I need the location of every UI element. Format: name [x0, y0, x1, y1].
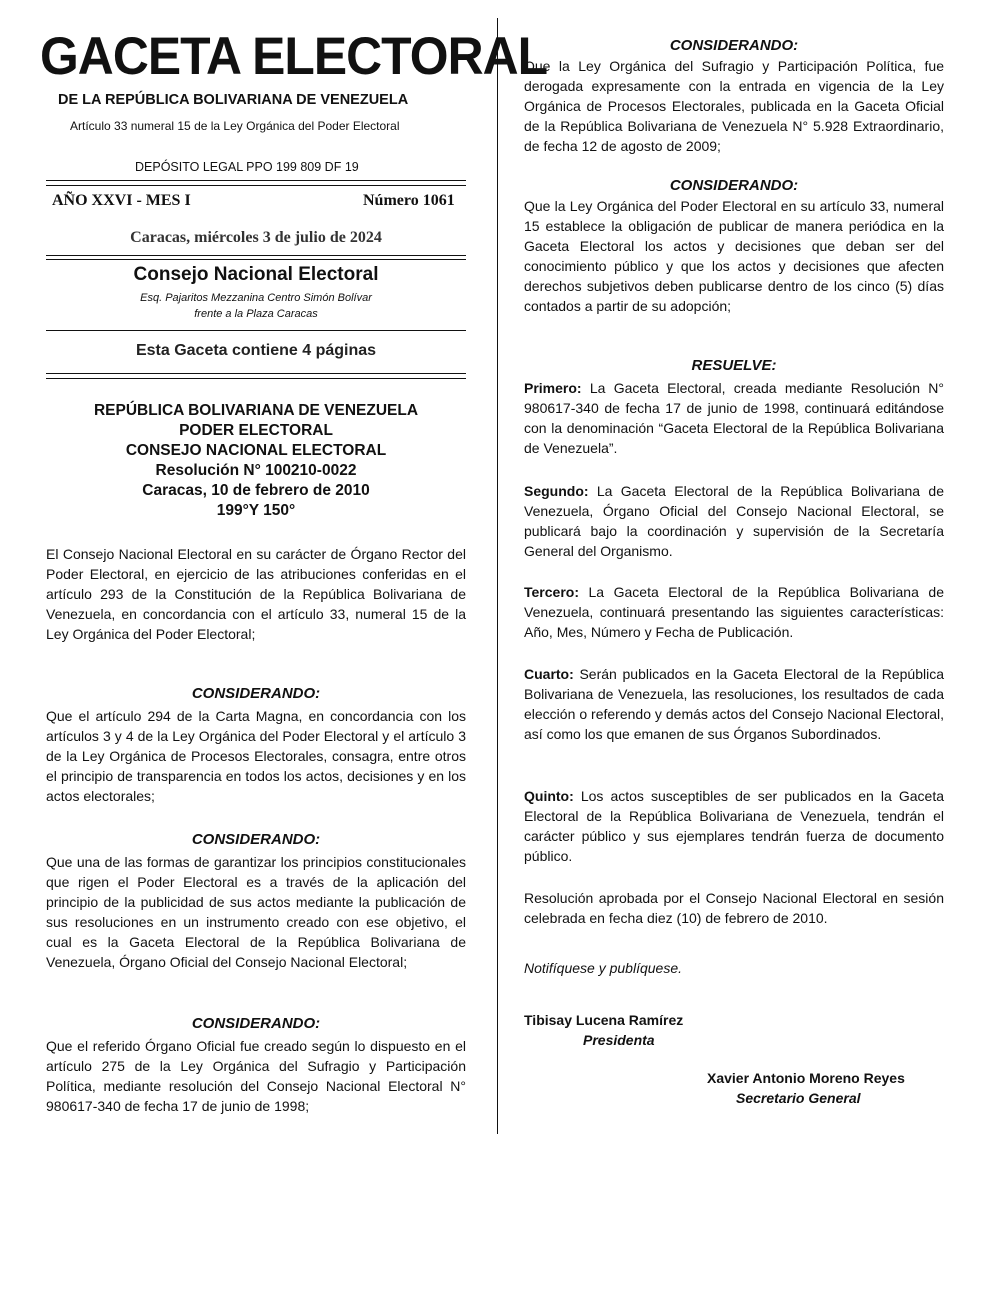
- president-name: Tibisay Lucena Ramírez: [524, 1012, 684, 1028]
- article-label: Primero:: [524, 380, 582, 396]
- considerando-paragraph: Que una de las formas de garantizar los principios constitucionales que rigen el Poder Electoral es a través de la aplicación del principio de la publicidad de sus actos mediante la publicación de sus resoluciones en un instrumento creado con ese objetivo, el cual es la Gaceta Electoral de la República Bolivariana de Venezuela, Órgano Oficial del Consejo Nacional Electoral;: [46, 854, 466, 970]
- intro-paragraph: El Consejo Nacional Electoral en su carácter de Órgano Rector del Poder Electoral, en ejercicio de las atribuciones conferidas en el artículo 293 de la Constitución de la República Bolivariana de Venezuela, en concordancia con el artículo 33, numeral 15 de la Ley Orgánica del Poder Electoral;: [46, 546, 466, 642]
- article-label: Quinto:: [524, 788, 574, 804]
- notify-note: Notifíquese y publíquese.: [524, 960, 682, 976]
- considerando-heading: CONSIDERANDO:: [669, 177, 799, 194]
- gazette-title: GACETA ELECTORAL: [40, 27, 548, 86]
- secretary-title: Secretario General: [736, 1090, 861, 1106]
- article-label: Cuarto:: [524, 666, 574, 682]
- considerando-heading: CONSIDERANDO:: [191, 831, 321, 848]
- article-quinto: [524, 786, 944, 866]
- resolution-number: Resolución N° 100210-0022: [155, 462, 357, 479]
- considerando-paragraph: Que la Ley Orgánica del Poder Electoral en su artículo 33, numeral 15 establece la obligación de publicar de manera periódica en la Gaceta Electoral los actos y decisiones que deban ser del conocimiento público y que los actos y decisiones que afecten derechos subjetivos deben publicarse dentro de los cinco (5) días contados a partir de su adopción;: [524, 198, 944, 314]
- publisher-name: Consejo Nacional Electoral: [133, 264, 379, 285]
- divider: [46, 180, 466, 181]
- article-text: La Gaceta Electoral de la República Bolivariana de Venezuela, Órgano Oficial del Consejo Nacional Electoral, se publicará bajo la coordinación y supervisión de la Secretaría General del Organismo.: [524, 483, 944, 559]
- considerando-heading: CONSIDERANDO:: [669, 37, 799, 54]
- column-divider: [497, 18, 498, 1134]
- article-label: Segundo:: [524, 483, 589, 499]
- header-line: REPÚBLICA BOLIVARIANA DE VENEZUELA: [93, 402, 419, 419]
- secretary-name: Xavier Antonio Moreno Reyes: [707, 1070, 905, 1086]
- header-line: CONSEJO NACIONAL ELECTORAL: [125, 442, 387, 459]
- resolution-years: 199°Y 150°: [216, 502, 296, 519]
- legal-deposit: DEPÓSITO LEGAL PPO 199 809 DF 19: [135, 160, 359, 174]
- article-text: La Gaceta Electoral de la República Bolivariana de Venezuela, continuará presentando las siguientes características: Año, Mes, Número y Fecha de Publicación.: [524, 584, 944, 640]
- considerando-paragraph: Que la Ley Orgánica del Sufragio y Participación Política, fue derogada expresamente con la entrada en vigencia de la Ley Orgánica de Procesos Electorales, publicada en la Gaceta Oficial de la República Bolivariana de Venezuela N° 5.928 Extraordinario, de fecha 12 de agosto de 2009;: [524, 58, 944, 154]
- article-label: Tercero:: [524, 584, 579, 600]
- header-line: PODER ELECTORAL: [179, 422, 333, 439]
- article-text: Serán publicados en la Gaceta Electoral de la República Bolivariana de Venezuela, las resoluciones, los resultados de cada elección o referendo y demás actos del Consejo Nacional Electoral, así como los que emanen de sus Órganos Subordinados.: [524, 666, 944, 742]
- considerando-heading: CONSIDERANDO:: [191, 1015, 321, 1032]
- resolution-header: [46, 401, 466, 521]
- considerando-heading: CONSIDERANDO:: [191, 685, 321, 702]
- divider: [46, 185, 466, 186]
- issue-number: Número 1061: [363, 192, 455, 209]
- divider: [46, 373, 466, 374]
- considerando-paragraph: Que el artículo 294 de la Carta Magna, en concordancia con los artículos 3 y 4 de la Ley Orgánica del Poder Electoral y el artículo 3 de la Ley Orgánica de Procesos Electorales, consagra, entre otros el principio de transparencia en todos los actos, decisiones y en los actos electorales;: [46, 708, 466, 804]
- legal-basis: Artículo 33 numeral 15 de la Ley Orgánica del Poder Electoral: [70, 119, 400, 133]
- closing-statement: Resolución aprobada por el Consejo Nacional Electoral en sesión celebrada en fecha diez (10) de febrero de 2010.: [524, 890, 944, 926]
- divider: [46, 259, 466, 260]
- issue-year-month: AÑO XXVI - MES I: [52, 192, 191, 209]
- president-title: Presidenta: [583, 1032, 655, 1048]
- article-segundo: [524, 481, 944, 561]
- article-primero: [524, 378, 944, 458]
- resolution-date: Caracas, 10 de febrero de 2010: [142, 482, 370, 499]
- issue-date: Caracas, miércoles 3 de julio de 2024: [130, 229, 382, 246]
- resuelve-heading: RESUELVE:: [691, 357, 777, 374]
- address-line: frente a la Plaza Caracas: [194, 308, 318, 320]
- divider: [46, 255, 466, 256]
- divider: [46, 378, 466, 379]
- page-count-note: Esta Gaceta contiene 4 páginas: [135, 342, 377, 359]
- divider: [46, 330, 466, 331]
- article-cuarto: [524, 664, 944, 744]
- address-line: Esq. Pajaritos Mezzanina Centro Simón Bolívar: [140, 292, 372, 304]
- publisher-address: [46, 290, 466, 322]
- article-text: La Gaceta Electoral, creada mediante Resolución N° 980617-340 de fecha 17 de junio de 1998, continuará editándose con la denominación “Gaceta Electoral de la República Bolivariana de Venezuela”.: [524, 380, 944, 456]
- considerando-paragraph: Que el referido Órgano Oficial fue creado según lo dispuesto en el artículo 275 de la Ley Orgánica del Sufragio y Participación Política, mediante resolución del Consejo Nacional Electoral N° 980617-340 de fecha 17 de junio de 1998;: [46, 1038, 466, 1114]
- gazette-subtitle: DE LA REPÚBLICA BOLIVARIANA DE VENEZUELA: [58, 92, 409, 108]
- article-text: Los actos susceptibles de ser publicados en la Gaceta Electoral de la República Bolivariana de Venezuela, tendrán el carácter público y sus ejemplares tendrán fuerza de documento público.: [524, 788, 944, 864]
- article-tercero: [524, 582, 944, 642]
